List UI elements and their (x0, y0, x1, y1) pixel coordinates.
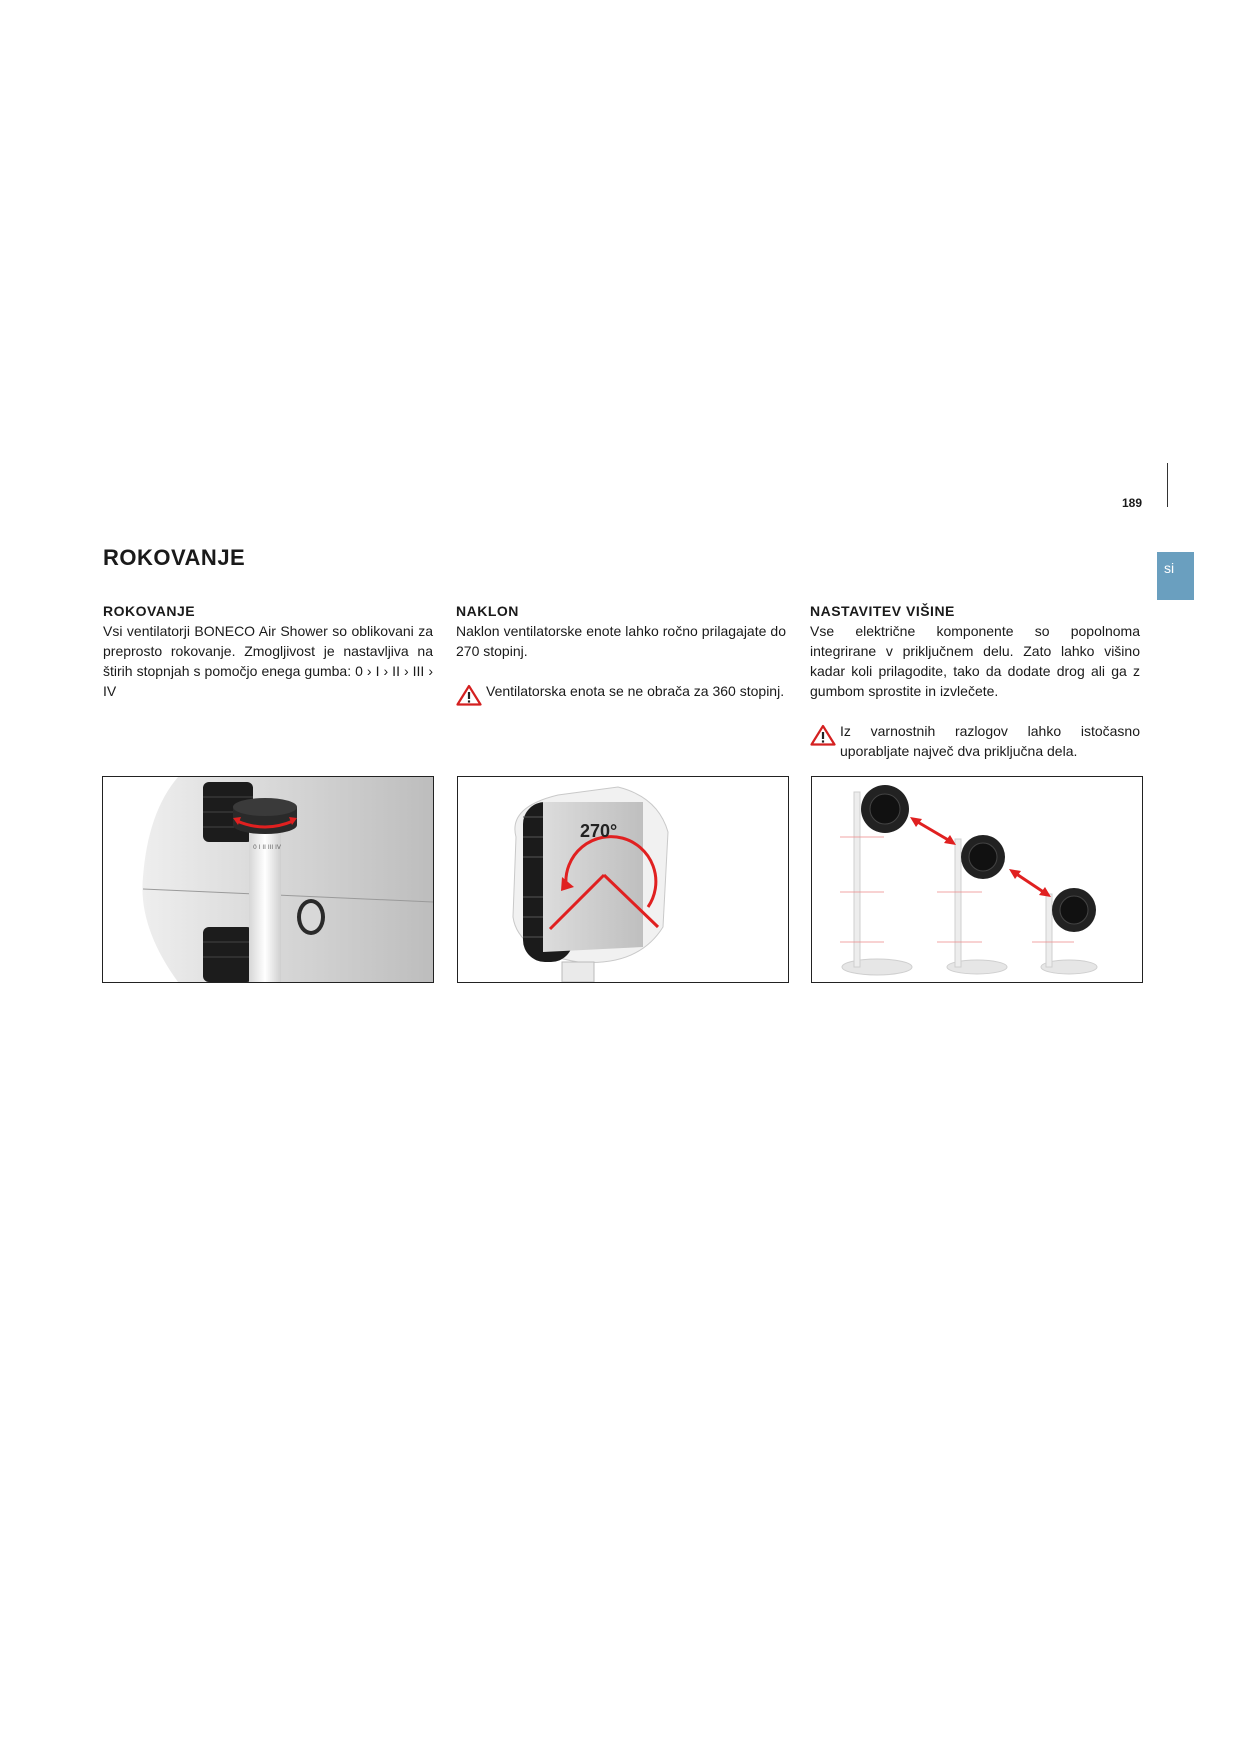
tilt-label: 270° (580, 821, 618, 841)
section-body: Naklon ventilatorske enote lahko ročno prilagajate do 270 stopinj. (456, 623, 786, 659)
column-rokovanje (103, 601, 433, 701)
language-tab[interactable]: si (1157, 552, 1194, 600)
page-number: 189 (1122, 496, 1143, 510)
height-illustration (812, 777, 1142, 982)
fan-medium (947, 835, 1007, 974)
section-body: Vsi ventilatorji BONECO Air Shower so oblikovani za preprosto rokovanje. Zmogljivost je nastavljiva na štirih stopnjah s pomočjo enega gumba: 0 › I › II › III › IV (103, 623, 433, 699)
section-heading: ROKOVANJE (103, 603, 196, 619)
knob-illustration (103, 777, 433, 982)
section-heading: NAKLON (456, 603, 519, 619)
header-divider (1167, 463, 1168, 507)
knob-marks: 0 I II III IV (253, 844, 281, 851)
fan-tall (842, 785, 912, 975)
warning-note (456, 681, 786, 706)
figure-knob (102, 776, 434, 983)
figure-height (811, 776, 1143, 983)
fan-short (1041, 888, 1097, 974)
warning-text: Ventilatorska enota se ne obrača za 360 stopinj. (486, 683, 785, 699)
warning-icon (810, 724, 836, 746)
column-naklon (456, 601, 786, 706)
page-title: ROKOVANJE (103, 545, 246, 570)
column-nastavitev-visine (810, 601, 1140, 761)
section-body: Vse električne komponente so popolnoma integrirane v priključnem delu. Zato lahko višino kadar koli prilagodite, tako da dodate drog ali ga z gumbom sprostite in izvlečete. (810, 623, 1140, 699)
warning-text: Iz varnostnih razlogov lahko istočasno uporabljate največ dva priključna dela. (840, 723, 1140, 759)
section-heading: NASTAVITEV VIŠINE (810, 603, 955, 619)
warning-note (810, 721, 1140, 761)
tilt-illustration (458, 777, 788, 982)
warning-icon (456, 684, 482, 706)
figure-tilt (457, 776, 789, 983)
